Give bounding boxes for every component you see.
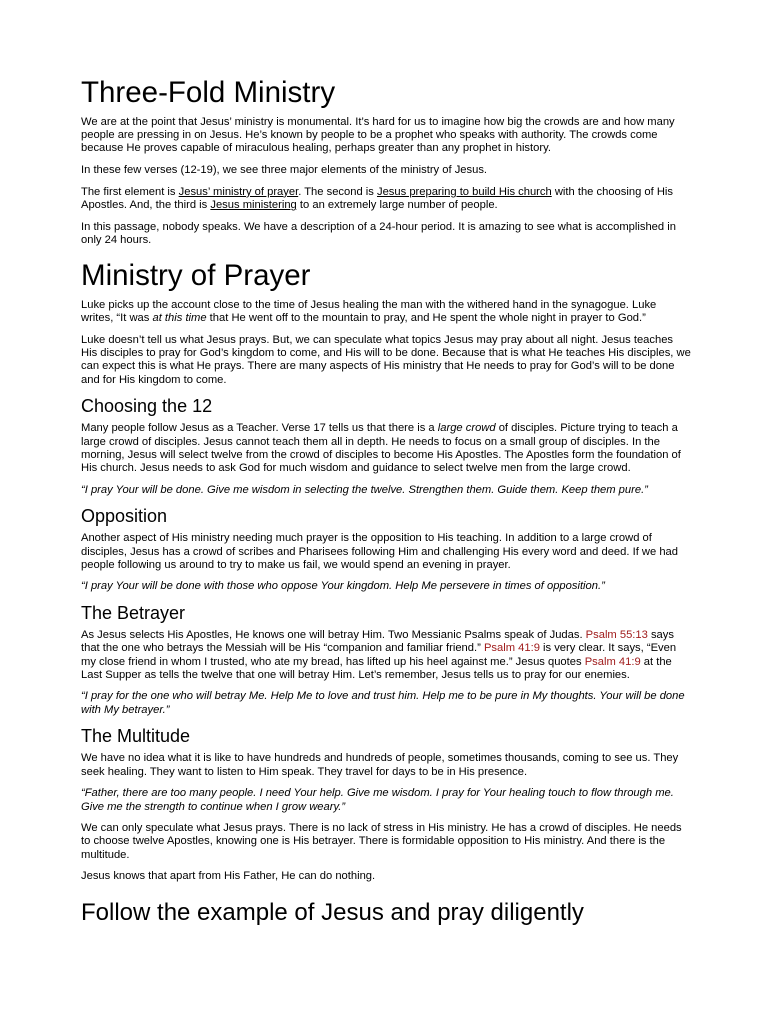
page-title: Three-Fold Ministry: [81, 76, 336, 109]
prayer-paragraph-1: [81, 299, 691, 325]
opposition-paragraph: Another aspect of His ministry needing much prayer is the opposition to His teaching. In addition to a large crowd of disciples, Jesus has a crowd of scribes and Pharisees following Him and challenging His every word and deed. If we had people following us around to try to make us fail, we would spend an evening in prayer.: [81, 532, 678, 571]
prayer-quote-choosing: “I pray Your will be done. Give me wisdom in selecting the twelve. Strengthen them. Guide them. Keep them pure.”: [81, 483, 648, 496]
text-run: says that the one who betrays the Messiah will be His “companion and familiar friend.”: [81, 629, 674, 655]
section-heading-follow-the-example: Follow the example of Jesus and pray diligently: [81, 898, 584, 926]
multitude-paragraph-1: We have no idea what it is like to have hundreds and hundreds of people, sometimes thousands, coming to see us. They seek healing. They want to listen to Him speak. They travel for days to be in His presence.: [81, 752, 679, 778]
text-run: The first element is: [81, 185, 179, 198]
betrayer-paragraph: [81, 629, 691, 682]
document-body: [81, 76, 691, 930]
emphasis-text: large crowd: [437, 422, 496, 435]
underlined-phrase-ministry-of-prayer: Jesus’ ministry of prayer: [178, 185, 299, 198]
intro-paragraph-4: In this passage, nobody speaks. We have a description of a 24-hour period. It is amazing to see what is accomplished in only 24 hours.: [81, 220, 676, 246]
scripture-link-psalm-41-9[interactable]: Psalm 41:9: [483, 642, 540, 655]
text-run: Luke picks up the account close to the time of Jesus healing the man with the withered hand in the synagogue. Luke writes, “It was: [81, 299, 657, 325]
prayer-quote-multitude: “Father, there are too many people. I need Your help. Give me wisdom. I pray for Your healing touch to flow through me. Give me the strength to continue when I grow weary.”: [81, 787, 674, 813]
prayer-quote-betrayer: “I pray for the one who will betray Me. Help Me to love and trust him. Help me to be pure in My thoughts. Your will be done with My betrayer.”: [81, 690, 685, 716]
intro-paragraph-3: [81, 186, 691, 212]
subheading-the-betrayer: The Betrayer: [81, 603, 186, 624]
text-run: to an extremely large number of people.: [296, 199, 498, 212]
emphasis-text: at this time: [152, 312, 207, 325]
choosing-paragraph: [81, 422, 691, 475]
scripture-link-psalm-41-9-second[interactable]: Psalm 41:9: [584, 655, 641, 668]
underlined-phrase-building-church: Jesus preparing to build His church: [376, 185, 552, 198]
prayer-paragraph-2: Luke doesn’t tell us what Jesus prays. But, we can speculate what topics Jesus may pray about all night. Jesus teaches His disciples to pray for God’s kingdom to come, and His will to be done. Because that is what He teaches His disciples, we can expect this is what He prays. There are many aspects of His ministry that He needs to pray for God’s will to be done and for His kingdom to come.: [81, 334, 691, 386]
subheading-choosing-the-12: Choosing the 12: [81, 396, 213, 417]
text-run: that He went off to the mountain to pray, and He spent the whole night in prayer to God.”: [206, 312, 646, 325]
text-run: at the Last Supper as tells the twelve that one will betray Him. Let’s remember, Jesus tells us to pray for our enemies.: [81, 655, 672, 681]
text-run: of disciples. Picture trying to teach a large crowd of disciples. Jesus cannot teach them all in depth. He needs to focus on a small group of disciples. In the morning, Jesus will select twelve from the crowd of disciples to become His Apostles. The Apostles form the foundation of His church. Jesus needs to ask God for much wisdom and guidance to select twelve men from the large crowd.: [81, 422, 681, 474]
section-heading-ministry-of-prayer: Ministry of Prayer: [81, 259, 311, 293]
multitude-paragraph-2: We can only speculate what Jesus prays. There is no lack of stress in His ministry. He has a crowd of disciples. He needs to choose twelve Apostles, knowing one is His betrayer. There is formidable opposition to His ministry. And there is the multitude.: [81, 822, 682, 861]
text-run: . The second is: [298, 185, 377, 198]
scripture-link-psalm-55-13[interactable]: Psalm 55:13: [585, 629, 648, 642]
text-run: As Jesus selects His Apostles, He knows one will betray Him. Two Messianic Psalms speak of Judas.: [81, 629, 586, 642]
subheading-opposition: Opposition: [81, 506, 168, 527]
multitude-paragraph-3: Jesus knows that apart from His Father, He can do nothing.: [81, 870, 376, 883]
underlined-phrase-ministering: Jesus ministering: [210, 199, 297, 212]
text-run: Many people follow Jesus as a Teacher. Verse 17 tells us that there is a: [81, 422, 438, 435]
intro-paragraph-2: In these few verses (12-19), we see three major elements of the ministry of Jesus.: [81, 164, 488, 177]
intro-paragraph-1: We are at the point that Jesus’ ministry is monumental. It’s hard for us to imagine how big the crowds are and how many people are pressing in on Jesus. He’s known by people to be a prophet who speaks with authority. The crowds come because He proves capable of miraculous healing, perhaps greater than any prophet in history.: [81, 116, 675, 155]
text-run: with the choosing of His Apostles. And, the third is: [81, 185, 673, 212]
subheading-the-multitude: The Multitude: [81, 726, 191, 747]
prayer-quote-opposition: “I pray Your will be done with those who oppose Your kingdom. Help Me persevere in times of opposition.”: [81, 580, 605, 593]
text-run: is very clear. It says, “Even my close friend in whom I trusted, who ate my bread, has lifted up his heel against me.” Jesus quotes: [81, 642, 677, 668]
